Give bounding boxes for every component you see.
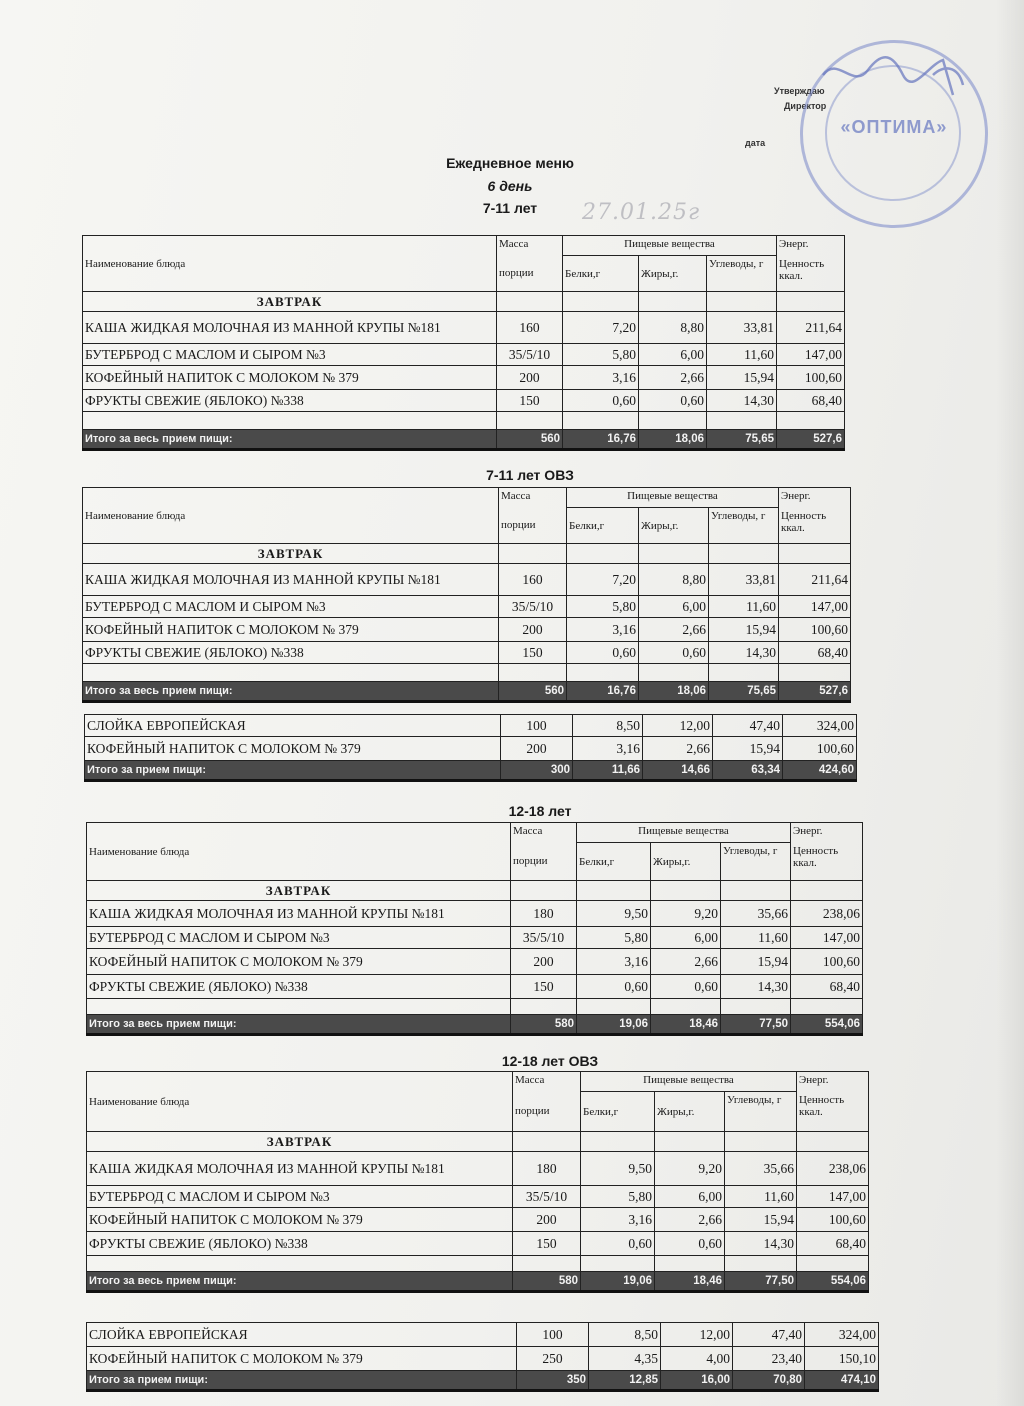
dish-fat: 6,00: [655, 1186, 725, 1208]
day-label: 6 день: [487, 178, 533, 194]
col-energy-header: Энерг.: [791, 823, 863, 843]
dish-fat: 2,66: [639, 366, 707, 390]
total-mass: 580: [511, 1015, 577, 1035]
total-fat: 18,06: [639, 682, 709, 702]
dish-carbs: 15,94: [707, 366, 777, 390]
table-row: [83, 312, 845, 344]
total-mass: 350: [517, 1371, 589, 1391]
total-carbs: 70,80: [733, 1371, 805, 1391]
energy-mid-label: Ценность: [779, 257, 825, 270]
total-fat: 14,66: [643, 761, 713, 781]
section-title-4: 12-18 лет ОВЗ: [501, 1053, 599, 1069]
total-energy: 527,6: [779, 682, 851, 702]
dish-mass: 100: [517, 1323, 589, 1347]
dish-energy: 211,64: [779, 564, 851, 596]
total-row: [83, 682, 851, 702]
menu-table-7-11: [82, 235, 845, 451]
dish-name: ФРУКТЫ СВЕЖИЕ (ЯБЛОКО) №338: [83, 642, 499, 664]
total-carbs: 75,65: [709, 682, 779, 702]
total-carbs: 75,65: [707, 430, 777, 450]
dish-protein: 5,80: [581, 1186, 655, 1208]
table-row: [83, 390, 845, 412]
director-label: Директор: [784, 101, 827, 111]
dish-energy: 211,64: [777, 312, 845, 344]
table-row: [87, 1152, 869, 1186]
dish-carbs: 35,66: [721, 901, 791, 927]
dish-carbs: 33,81: [709, 564, 779, 596]
table-row: [87, 949, 863, 975]
dish-name: БУТЕРБРОД С МАСЛОМ И СЫРОМ №3: [83, 344, 497, 366]
dish-fat: 12,00: [661, 1323, 733, 1347]
dish-fat: 4,00: [661, 1347, 733, 1371]
table-row: [83, 618, 851, 642]
table-row: [87, 975, 863, 999]
dish-energy: 100,60: [779, 618, 851, 642]
total-row: [85, 761, 857, 781]
dish-fat: 6,00: [651, 927, 721, 949]
col-name-header: Наименование блюда: [87, 1072, 513, 1132]
col-protein-header: Белки,г: [581, 1092, 655, 1132]
dish-energy: 100,60: [783, 737, 857, 761]
dish-carbs: 11,60: [707, 344, 777, 366]
total-row: [87, 1371, 879, 1391]
dish-mass: 150: [499, 642, 567, 664]
dish-name: БУТЕРБРОД С МАСЛОМ И СЫРОМ №3: [83, 596, 499, 618]
dish-carbs: 11,60: [721, 927, 791, 949]
dish-name: КОФЕЙНЫЙ НАПИТОК С МОЛОКОМ № 379: [85, 737, 501, 761]
total-protein: 11,66: [573, 761, 643, 781]
dish-mass: 200: [513, 1208, 581, 1232]
dish-energy: 100,60: [797, 1208, 869, 1232]
energy-mid-label: Ценность: [799, 1093, 845, 1106]
dish-protein: 9,50: [577, 901, 651, 927]
dish-mass: 200: [501, 737, 573, 761]
dish-carbs: 35,66: [725, 1152, 797, 1186]
dish-mass: 180: [513, 1152, 581, 1186]
col-carbs-header: Углеводы, г: [721, 843, 791, 881]
dish-name: ФРУКТЫ СВЕЖИЕ (ЯБЛОКО) №338: [87, 1232, 513, 1256]
total-fat: 16,00: [661, 1371, 733, 1391]
total-energy: 424,60: [783, 761, 857, 781]
total-mass: 560: [497, 430, 563, 450]
total-energy: 474,10: [805, 1371, 879, 1391]
dish-fat: 2,66: [651, 949, 721, 975]
col-mass-header: Масса: [513, 1072, 581, 1092]
total-carbs: 63,34: [713, 761, 783, 781]
dish-mass: 35/5/10: [497, 344, 563, 366]
approved-label: Утверждаю: [774, 86, 825, 96]
col-fat-header: Жиры,г.: [651, 843, 721, 881]
dish-name: СЛОЙКА ЕВРОПЕЙСКАЯ: [87, 1323, 517, 1347]
dish-energy: 68,40: [779, 642, 851, 664]
total-fat: 18,46: [651, 1015, 721, 1035]
col-energy-subheader: [791, 843, 863, 881]
col-energy-subheader: [777, 256, 845, 292]
col-carbs-header: Углеводы, г: [725, 1092, 797, 1132]
dish-carbs: 11,60: [725, 1186, 797, 1208]
col-mass-header: Масса: [511, 823, 577, 843]
total-row: [83, 430, 845, 450]
dish-protein: 5,80: [563, 344, 639, 366]
total-energy: 527,6: [777, 430, 845, 450]
col-mass-subheader: порции: [513, 1092, 581, 1132]
dish-name: КОФЕЙНЫЙ НАПИТОК С МОЛОКОМ № 379: [87, 949, 511, 975]
meal-header: ЗАВТРАК: [87, 1132, 513, 1152]
dish-protein: 4,35: [589, 1347, 661, 1371]
dish-mass: 35/5/10: [499, 596, 567, 618]
dish-fat: 0,60: [639, 642, 709, 664]
dish-carbs: 14,30: [721, 975, 791, 999]
table-row: [85, 737, 857, 761]
total-protein: 19,06: [581, 1272, 655, 1292]
dish-protein: 0,60: [581, 1232, 655, 1256]
col-nutrients-header: Пищевые вещества: [577, 823, 791, 843]
table-row: [83, 366, 845, 390]
total-carbs: 77,50: [721, 1015, 791, 1035]
total-protein: 12,85: [589, 1371, 661, 1391]
total-fat: 18,06: [639, 430, 707, 450]
dish-name: СЛОЙКА ЕВРОПЕЙСКАЯ: [85, 715, 501, 737]
col-fat-header: Жиры,г.: [639, 256, 707, 292]
col-nutrients-header: Пищевые вещества: [567, 488, 779, 508]
section-title-3: 12-18 лет: [508, 803, 572, 819]
dish-mass: 150: [511, 975, 577, 999]
dish-name: ФРУКТЫ СВЕЖИЕ (ЯБЛОКО) №338: [87, 975, 511, 999]
col-mass-subheader: порции: [499, 508, 567, 544]
dish-carbs: 15,94: [721, 949, 791, 975]
total-protein: 16,76: [563, 430, 639, 450]
total-fat: 18,46: [655, 1272, 725, 1292]
dish-carbs: 15,94: [713, 737, 783, 761]
col-energy-header: Энерг.: [779, 488, 851, 508]
dish-energy: 147,00: [777, 344, 845, 366]
col-protein-header: Белки,г: [577, 843, 651, 881]
dish-energy: 147,00: [779, 596, 851, 618]
dish-fat: 2,66: [639, 618, 709, 642]
meal-header: ЗАВТРАК: [83, 292, 497, 312]
dish-energy: 238,06: [797, 1152, 869, 1186]
dish-protein: 3,16: [577, 949, 651, 975]
col-energy-subheader: [779, 508, 851, 544]
dish-name: КОФЕЙНЫЙ НАПИТОК С МОЛОКОМ № 379: [83, 366, 497, 390]
dish-mass: 250: [517, 1347, 589, 1371]
dish-energy: 150,10: [805, 1347, 879, 1371]
dish-name: КОФЕЙНЫЙ НАПИТОК С МОЛОКОМ № 379: [87, 1208, 513, 1232]
total-label: Итого за весь прием пищи:: [83, 430, 497, 450]
handwritten-date: 27.01.25г: [582, 200, 701, 225]
dish-name: БУТЕРБРОД С МАСЛОМ И СЫРОМ №3: [87, 927, 511, 949]
dish-protein: 3,16: [567, 618, 639, 642]
dish-protein: 0,60: [577, 975, 651, 999]
energy-unit-label: ккал.: [781, 521, 805, 534]
dish-fat: 0,60: [655, 1232, 725, 1256]
table-row: [87, 901, 863, 927]
dish-name: КАША ЖИДКАЯ МОЛОЧНАЯ ИЗ МАННОЙ КРУПЫ №181: [83, 564, 499, 596]
table-row: [83, 642, 851, 664]
dish-name: КОФЕЙНЫЙ НАПИТОК С МОЛОКОМ № 379: [83, 618, 499, 642]
dish-energy: 68,40: [777, 390, 845, 412]
dish-energy: 324,00: [805, 1323, 879, 1347]
dish-fat: 12,00: [643, 715, 713, 737]
dish-fat: 2,66: [643, 737, 713, 761]
dish-mass: 160: [497, 312, 563, 344]
dish-carbs: 15,94: [709, 618, 779, 642]
energy-unit-label: ккал.: [799, 1105, 823, 1118]
company-stamp: [800, 40, 988, 228]
table-row: [87, 1208, 869, 1232]
snack-table-12-18-ovz: [86, 1322, 879, 1392]
snack-table-7-11-ovz: [84, 714, 857, 782]
dish-mass: 35/5/10: [511, 927, 577, 949]
dish-name: КАША ЖИДКАЯ МОЛОЧНАЯ ИЗ МАННОЙ КРУПЫ №181: [83, 312, 497, 344]
col-protein-header: Белки,г: [563, 256, 639, 292]
col-name-header: Наименование блюда: [83, 236, 497, 292]
col-carbs-header: Углеводы, г: [709, 508, 779, 544]
dish-fat: 0,60: [651, 975, 721, 999]
dish-energy: 100,60: [791, 949, 863, 975]
dish-protein: 0,60: [563, 390, 639, 412]
page-title: Ежедневное меню: [446, 155, 574, 171]
dish-fat: 6,00: [639, 344, 707, 366]
dish-fat: 9,20: [655, 1152, 725, 1186]
dish-protein: 0,60: [567, 642, 639, 664]
signature-icon: [793, 35, 993, 155]
total-protein: 16,76: [567, 682, 639, 702]
section-title-1: 7-11 лет: [482, 200, 538, 216]
dish-mass: 200: [499, 618, 567, 642]
table-row: [87, 1347, 879, 1371]
table-row: [83, 564, 851, 596]
total-mass: 560: [499, 682, 567, 702]
dish-protein: 3,16: [563, 366, 639, 390]
dish-name: БУТЕРБРОД С МАСЛОМ И СЫРОМ №3: [87, 1186, 513, 1208]
dish-energy: 147,00: [791, 927, 863, 949]
dish-mass: 150: [513, 1232, 581, 1256]
dish-mass: 200: [511, 949, 577, 975]
dish-energy: 68,40: [791, 975, 863, 999]
total-mass: 300: [501, 761, 573, 781]
total-mass: 580: [513, 1272, 581, 1292]
dish-name: КОФЕЙНЫЙ НАПИТОК С МОЛОКОМ № 379: [87, 1347, 517, 1371]
dish-fat: 8,80: [639, 312, 707, 344]
dish-energy: 68,40: [797, 1232, 869, 1256]
total-label: Итого за прием пищи:: [87, 1371, 517, 1391]
menu-table-12-18: [86, 822, 863, 1036]
dish-carbs: 14,30: [707, 390, 777, 412]
total-label: Итого за весь прием пищи:: [87, 1272, 513, 1292]
dish-protein: 3,16: [581, 1208, 655, 1232]
dish-carbs: 11,60: [709, 596, 779, 618]
dish-carbs: 33,81: [707, 312, 777, 344]
energy-mid-label: Ценность: [781, 509, 827, 522]
col-energy-header: Энерг.: [777, 236, 845, 256]
dish-protein: 8,50: [573, 715, 643, 737]
dish-protein: 7,20: [567, 564, 639, 596]
dish-protein: 5,80: [577, 927, 651, 949]
total-row: [87, 1272, 869, 1292]
total-label: Итого за прием пищи:: [85, 761, 501, 781]
dish-fat: 2,66: [655, 1208, 725, 1232]
dish-fat: 8,80: [639, 564, 709, 596]
dish-energy: 238,06: [791, 901, 863, 927]
section-title-2: 7-11 лет ОВЗ: [486, 467, 574, 483]
total-protein: 19,06: [577, 1015, 651, 1035]
col-fat-header: Жиры,г.: [655, 1092, 725, 1132]
dish-carbs: 23,40: [733, 1347, 805, 1371]
page-edge-shadow: [996, 0, 1024, 1406]
table-row: [87, 1232, 869, 1256]
dish-protein: 7,20: [563, 312, 639, 344]
dish-name: КАША ЖИДКАЯ МОЛОЧНАЯ ИЗ МАННОЙ КРУПЫ №181: [87, 1152, 513, 1186]
col-energy-header: Энерг.: [797, 1072, 869, 1092]
dish-energy: 147,00: [797, 1186, 869, 1208]
total-label: Итого за весь прием пищи:: [87, 1015, 511, 1035]
menu-table-7-11-ovz: [82, 487, 851, 703]
col-protein-header: Белки,г: [567, 508, 639, 544]
total-label: Итого за весь прием пищи:: [83, 682, 499, 702]
dish-carbs: 14,30: [709, 642, 779, 664]
energy-mid-label: Ценность: [793, 844, 839, 857]
col-carbs-header: Углеводы, г: [707, 256, 777, 292]
table-row: [83, 596, 851, 618]
table-row: [85, 715, 857, 737]
col-energy-subheader: [797, 1092, 869, 1132]
col-mass-subheader: порции: [497, 256, 563, 292]
dish-energy: 100,60: [777, 366, 845, 390]
energy-unit-label: ккал.: [793, 856, 817, 869]
dish-mass: 200: [497, 366, 563, 390]
meal-header: ЗАВТРАК: [83, 544, 499, 564]
dish-mass: 160: [499, 564, 567, 596]
dish-mass: 150: [497, 390, 563, 412]
dish-name: ФРУКТЫ СВЕЖИЕ (ЯБЛОКО) №338: [83, 390, 497, 412]
col-fat-header: Жиры,г.: [639, 508, 709, 544]
table-row: [87, 1323, 879, 1347]
meal-header: ЗАВТРАК: [87, 881, 511, 901]
dish-fat: 0,60: [639, 390, 707, 412]
total-carbs: 77,50: [725, 1272, 797, 1292]
dish-protein: 5,80: [567, 596, 639, 618]
table-row: [83, 344, 845, 366]
date-label: дата: [745, 138, 766, 148]
table-row: [87, 927, 863, 949]
dish-carbs: 47,40: [733, 1323, 805, 1347]
total-energy: 554,06: [797, 1272, 869, 1292]
dish-protein: 3,16: [573, 737, 643, 761]
energy-unit-label: ккал.: [779, 269, 803, 282]
dish-carbs: 15,94: [725, 1208, 797, 1232]
dish-mass: 35/5/10: [513, 1186, 581, 1208]
dish-name: КАША ЖИДКАЯ МОЛОЧНАЯ ИЗ МАННОЙ КРУПЫ №181: [87, 901, 511, 927]
col-nutrients-header: Пищевые вещества: [581, 1072, 797, 1092]
col-name-header: Наименование блюда: [87, 823, 511, 881]
menu-table-12-18-ovz: [86, 1071, 869, 1293]
total-row: [87, 1015, 863, 1035]
dish-energy: 324,00: [783, 715, 857, 737]
dish-fat: 9,20: [651, 901, 721, 927]
dish-protein: 8,50: [589, 1323, 661, 1347]
col-name-header: Наименование блюда: [83, 488, 499, 544]
col-mass-subheader: порции: [511, 843, 577, 881]
dish-mass: 180: [511, 901, 577, 927]
dish-mass: 100: [501, 715, 573, 737]
col-nutrients-header: Пищевые вещества: [563, 236, 777, 256]
dish-carbs: 47,40: [713, 715, 783, 737]
total-energy: 554,06: [791, 1015, 863, 1035]
dish-carbs: 14,30: [725, 1232, 797, 1256]
col-mass-header: Масса: [499, 488, 567, 508]
table-row: [87, 1186, 869, 1208]
dish-protein: 9,50: [581, 1152, 655, 1186]
dish-fat: 6,00: [639, 596, 709, 618]
stamp-text: «ОПТИМА»: [840, 117, 948, 137]
col-mass-header: Масса: [497, 236, 563, 256]
